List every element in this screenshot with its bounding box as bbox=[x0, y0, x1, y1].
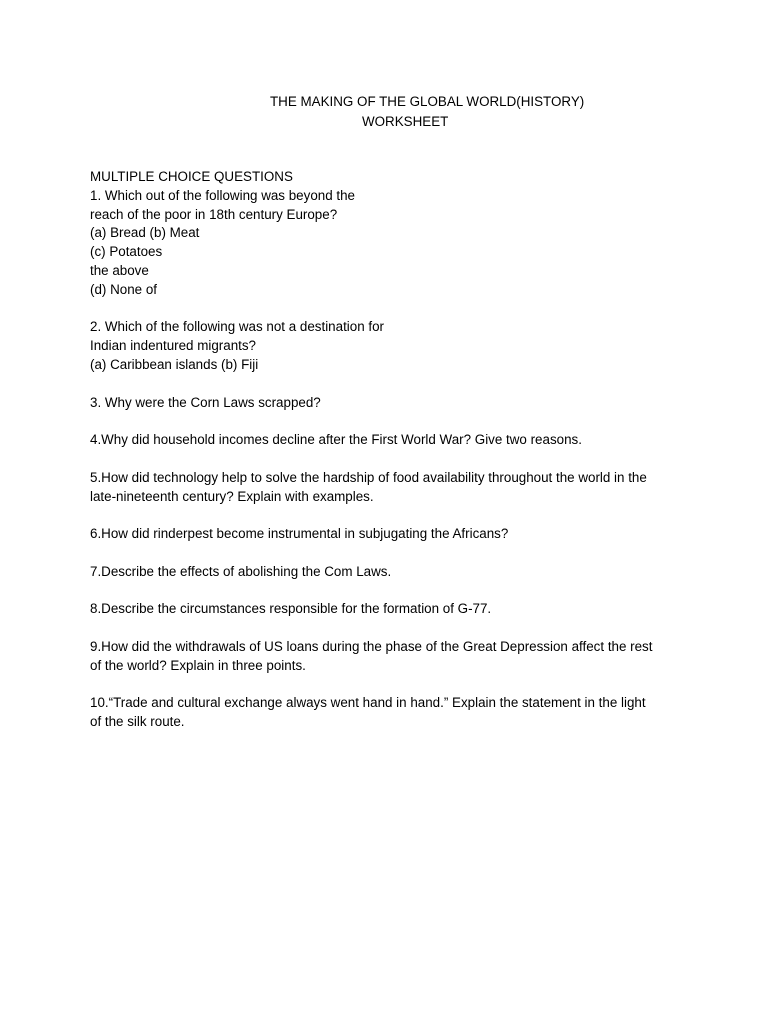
question-3: 3. Why were the Corn Laws scrapped? bbox=[90, 394, 321, 410]
question-9-line-1: 9.How did the withdrawals of US loans during the phase of the Great Depression affect the rest bbox=[90, 638, 653, 654]
question-8: 8.Describe the circumstances responsible for the formation of G-77. bbox=[90, 601, 492, 617]
spacer bbox=[90, 300, 680, 319]
question-5-line-1: 5.How did technology help to solve the hardship of food availability throughout the world in the bbox=[90, 469, 647, 485]
spacer bbox=[90, 619, 680, 638]
question-1-option-fragment: the above bbox=[90, 262, 149, 278]
section-heading: MULTIPLE CHOICE QUESTIONS bbox=[90, 169, 293, 184]
question-1-option-d: (d) None of bbox=[90, 281, 157, 297]
question-6: 6.How did rinderpest become instrumental in subjugating the Africans? bbox=[90, 526, 509, 542]
spacer bbox=[90, 676, 680, 695]
question-10-line-1: 10.“Trade and cultural exchange always went hand in hand.” Explain the statement in the light bbox=[90, 695, 646, 711]
spacer bbox=[90, 544, 680, 563]
document-subtitle: WORKSHEET bbox=[362, 114, 449, 129]
question-5-line-2: late-nineteenth century? Explain with examples. bbox=[90, 488, 374, 504]
question-2-line-1: 2. Which of the following was not a destination for bbox=[90, 319, 385, 335]
spacer bbox=[90, 375, 680, 394]
worksheet-body bbox=[90, 168, 680, 732]
question-2-options-ab: (a) Caribbean islands (b) Fiji bbox=[90, 356, 259, 372]
spacer bbox=[90, 506, 680, 525]
question-4: 4.Why did household incomes decline after the First World War? Give two reasons. bbox=[90, 432, 582, 448]
question-9-line-2: of the world? Explain in three points. bbox=[90, 657, 306, 673]
spacer bbox=[90, 412, 680, 431]
question-1-line-2: reach of the poor in 18th century Europe? bbox=[90, 206, 338, 222]
question-1-line-1: 1. Which out of the following was beyond the bbox=[90, 187, 355, 203]
document-title: THE MAKING OF THE GLOBAL WORLD(HISTORY) bbox=[270, 94, 585, 109]
question-2-line-2: Indian indentured migrants? bbox=[90, 338, 257, 354]
spacer bbox=[90, 582, 680, 601]
question-7: 7.Describe the effects of abolishing the Com Laws. bbox=[90, 563, 392, 579]
question-1-option-c: (c) Potatoes bbox=[90, 244, 163, 260]
question-1-options-ab: (a) Bread (b) Meat bbox=[90, 225, 200, 241]
question-10-line-2: of the silk route. bbox=[90, 714, 185, 730]
spacer bbox=[90, 450, 680, 469]
